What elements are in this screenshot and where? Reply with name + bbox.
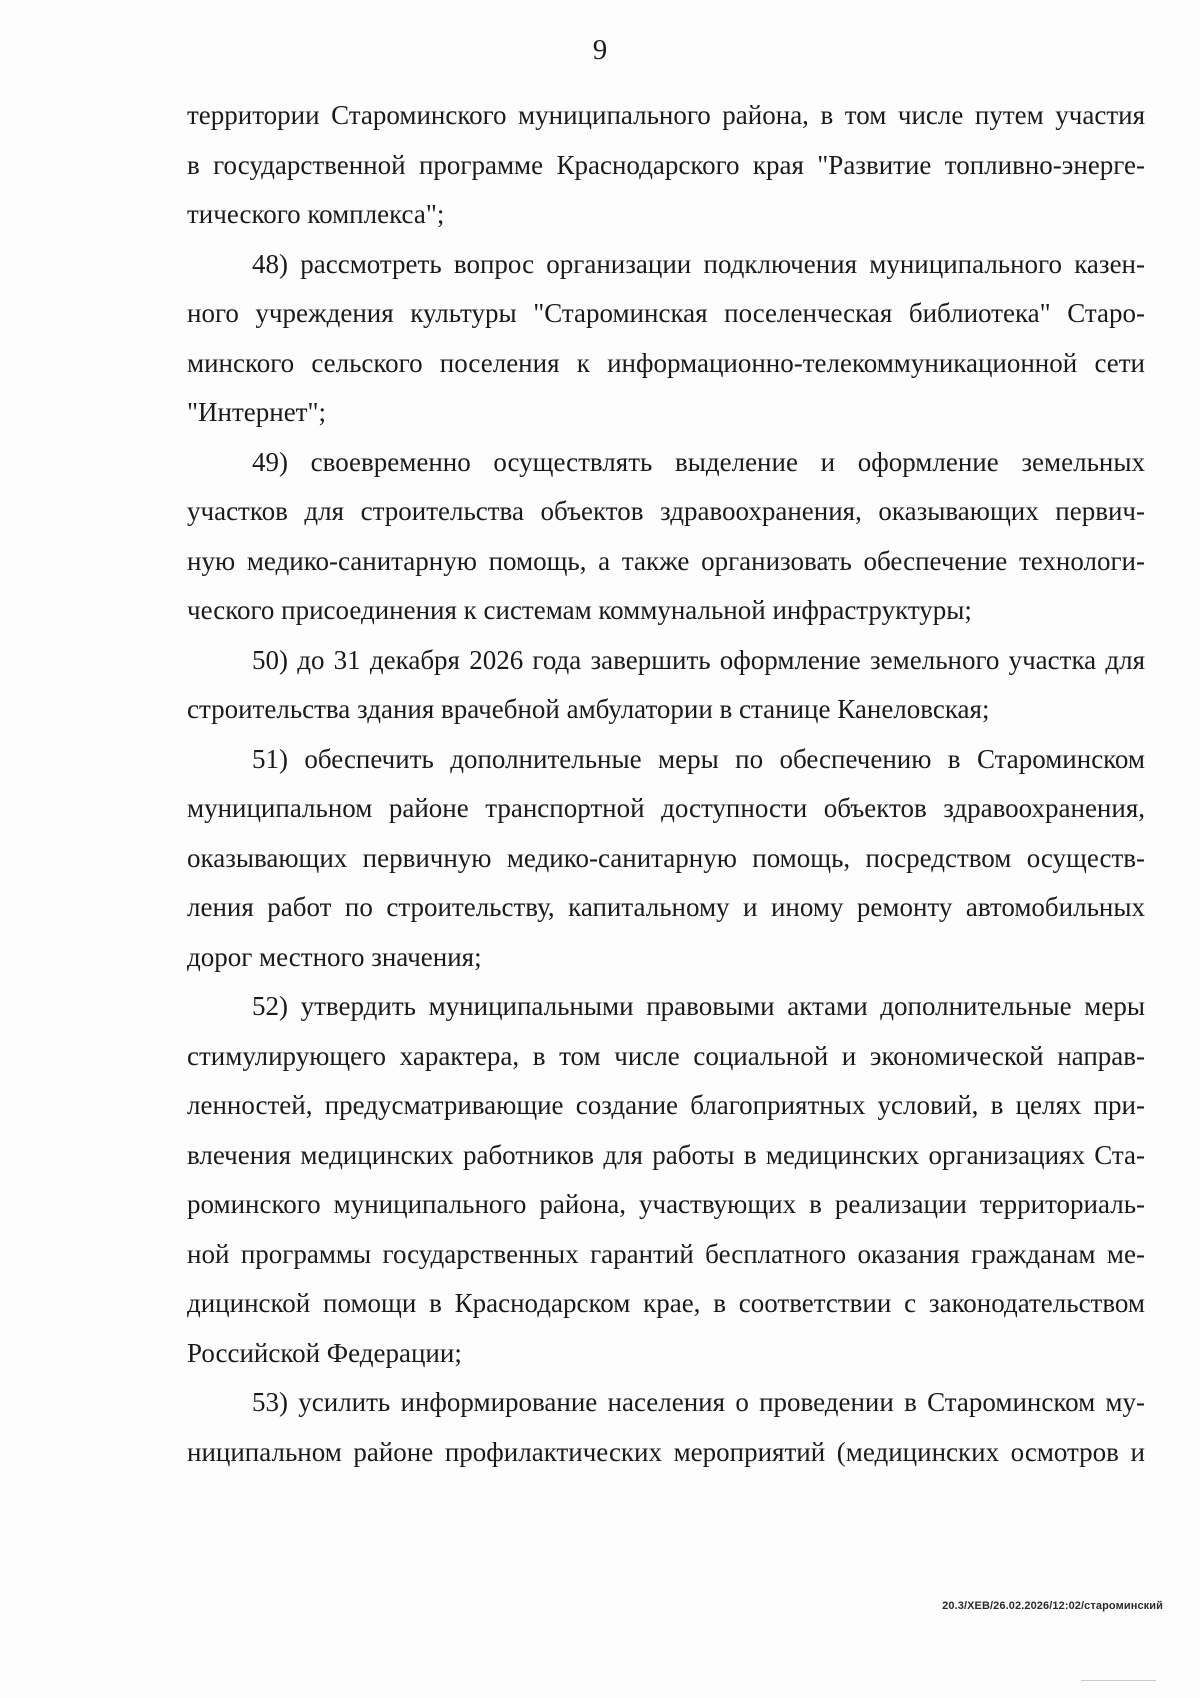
text-line: ную медико-санитарную помощь, а также организовать обеспечение технологи- (187, 545, 1145, 576)
text-line: дорог местного значения; (187, 941, 482, 972)
paragraph-item-51 (187, 735, 1145, 983)
text-line: 48) рассмотреть вопрос организации подключения муниципального казен- (252, 248, 1145, 279)
text-line: 50) до 31 декабря 2026 года завершить оформление земельного участка для (252, 644, 1145, 675)
paragraph-item-50 (187, 636, 1145, 735)
text-line: тического комплекса"; (187, 199, 445, 229)
paragraph-item-48 (187, 240, 1145, 438)
paragraph-item-49 (187, 438, 1145, 636)
text-line: стимулирующего характера, в том числе социальной и экономической направ- (187, 1040, 1145, 1071)
text-line: ческого присоединения к системам коммунальной инфраструктуры; (187, 595, 972, 625)
text-line: ного учреждения культуры "Староминская поселенческая библиотека" Старо- (187, 298, 1145, 328)
text-line: ленностей, предусматривающие создание благоприятных условий, в целях при- (187, 1090, 1145, 1120)
text-line: муниципальном районе транспортной доступности объектов здравоохранения, (187, 793, 1145, 823)
paragraph-item-53 (187, 1378, 1145, 1477)
text-line: 49) своевременно осуществлять выделение и оформление земельных (252, 446, 1145, 477)
registration-stamp: 20.3/ХЕВ/26.02.2026/12:02/староминский (942, 1600, 1163, 1612)
document-body (187, 91, 1145, 1477)
paragraph-item-52 (187, 982, 1145, 1378)
text-line: "Интернет"; (187, 397, 327, 427)
text-line: строительства здания врачебной амбулатории в станице Канеловская; (187, 694, 990, 724)
page-number: 9 (592, 34, 608, 66)
text-line: 51) обеспечить дополнительные меры по обеспечению в Староминском (252, 743, 1145, 774)
text-line: дицинской помощи в Краснодарском крае, в соответствии с законодательством (187, 1288, 1145, 1318)
text-line: минского сельского поселения к информационно-телекоммуникационной сети (187, 347, 1145, 378)
text-line: Российской Федерации; (187, 1337, 462, 1368)
text-line: в государственной программе Краснодарского края "Развитие топливно-энерге- (187, 149, 1145, 180)
paragraph-item-47-continuation (187, 91, 1145, 240)
text-line: участков для строительства объектов здравоохранения, оказывающих первич- (187, 496, 1145, 526)
text-line: территории Староминского муниципального района, в том числе путем участия (187, 100, 1145, 130)
text-line: оказывающих первичную медико-санитарную помощь, посредством осуществ- (187, 842, 1145, 873)
text-line: 52) утвердить муниципальными правовыми актами дополнительные меры (252, 991, 1145, 1021)
scan-divider (1081, 1680, 1156, 1681)
text-line: роминского муниципального района, участвующих в реализации территориаль- (187, 1189, 1145, 1219)
text-line: ления работ по строительству, капитальному и иному ремонту автомобильных (187, 892, 1145, 922)
text-line: влечения медицинских работников для работы в медицинских организациях Ста- (187, 1139, 1145, 1170)
text-line: 53) усилить информирование населения о проведении в Староминском му- (252, 1387, 1145, 1417)
text-line: ной программы государственных гарантий бесплатного оказания гражданам ме- (187, 1238, 1145, 1269)
text-line: ниципальном районе профилактических мероприятий (медицинских осмотров и (187, 1436, 1145, 1467)
